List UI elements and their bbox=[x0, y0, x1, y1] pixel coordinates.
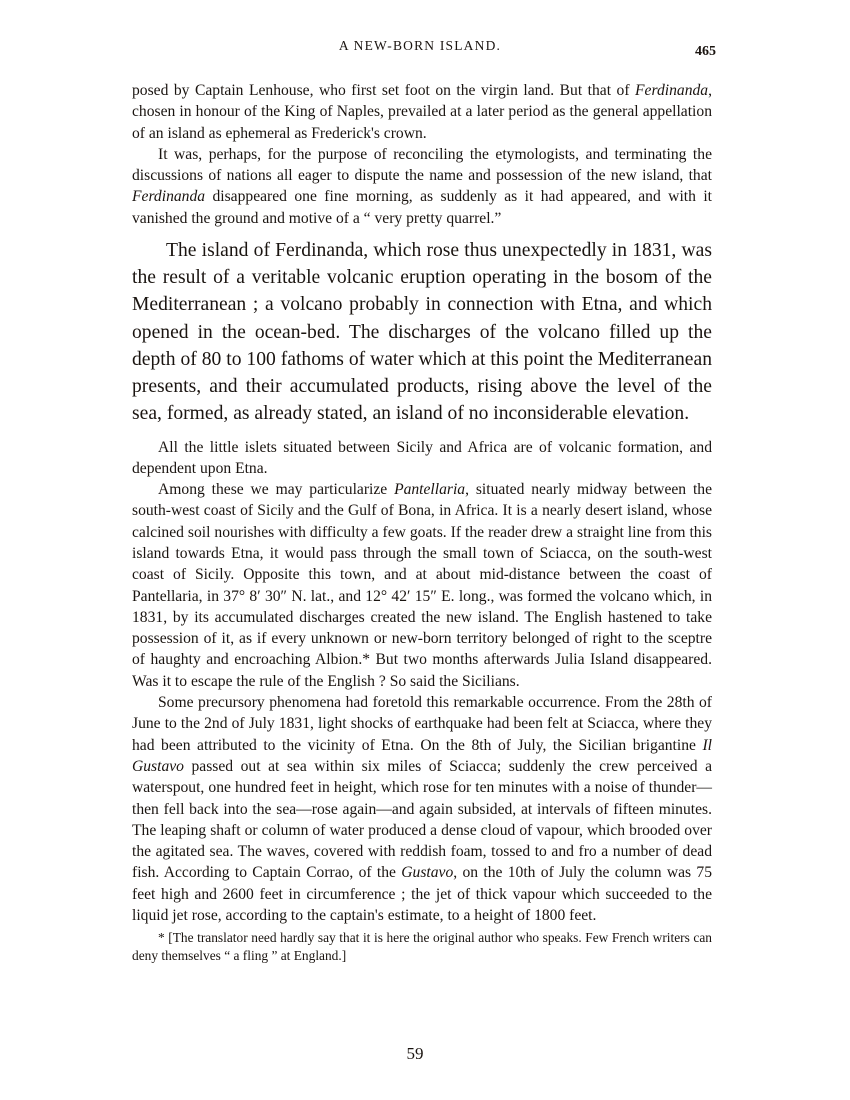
page-number: 465 bbox=[695, 44, 716, 59]
body-text bbox=[132, 80, 712, 965]
paragraph-3-large: The island of Ferdinanda, which rose thus unexpectedly in 1831, was the result of a veritable volcanic eruption operating in the bosom of the Mediterranean ; a volcano probably in connection with Etna, and which opened in the ocean-bed. The discharges of the volcano filled up the depth of 80 to 100 fathoms of water which at this point the Mediterranean presents, and their accumulated products, rising above the level of the sea, formed, as already stated, an island of no inconsiderable elevation. bbox=[132, 240, 712, 425]
footnote: * [The translator need hardly say that it is here the original author who speaks. Few French writers can deny themselves “ a fling ” at England.] bbox=[132, 930, 712, 964]
paragraph-6-italic-1: Il Gustavo bbox=[132, 736, 712, 775]
paragraph-2-text-b: disappeared one fine morning, as suddenly as it had appeared, and with it vanished the ground and motive of a “ very pretty quarrel.” bbox=[132, 188, 712, 227]
paragraph-5 bbox=[132, 479, 712, 692]
signature-mark: 59 bbox=[406, 1044, 424, 1063]
paragraph-5-text-a: Among these we may particularize bbox=[158, 481, 395, 499]
paragraph-2-italic: Ferdinanda bbox=[132, 188, 206, 206]
paragraph-6-text-c: , on the 10th of July the column was 75 feet high and 2600 feet in circumference ; the jet of thick vapour which succeeded to the liquid jet rose, according to the captain's estimate, to a height of 1800 feet. bbox=[132, 864, 712, 925]
paragraph-1-text-b: , chosen in honour of the King of Naples, prevailed at a later period as the general appellation of an island as ephemeral as Frederick's crown. bbox=[132, 82, 712, 142]
paragraph-6-text-a: Some precursory phenomena had foretold this remarkable occurrence. From the 28th of June to the 2nd of July 1831, light shocks of earthquake had been felt at Sciacca, where they had been attributed to the vicinity of Etna. On the 8th of July, the Sicilian brigantine bbox=[132, 694, 712, 754]
running-title: A NEW-BORN ISLAND. bbox=[338, 38, 502, 53]
paragraph-1-italic: Ferdinanda bbox=[635, 82, 709, 99]
paragraph-2 bbox=[132, 144, 712, 229]
paragraph-5-italic: Pantellaria bbox=[394, 481, 466, 499]
paragraph-2-text-a: It was, perhaps, for the purpose of reconciling the etymologists, and terminating the discussions of nations all eager to dispute the name and possession of the new island, that bbox=[132, 145, 712, 185]
paragraph-6-text-b: passed out at sea within six miles of Sciacca; suddenly the crew perceived a waterspout, one hundred feet in height, which rose for ten minutes with a noise of thunder—then fell back into the sea—rose again—and again subsided, at intervals of fifteen minutes. The leaping shaft or column of water produced a dense cloud of vapour, which brooded over the agitated sea. The waves, covered with reddish foam, tossed to and fro a number of dead fish. According to Captain Corrao, of the bbox=[132, 757, 712, 882]
paragraph-6 bbox=[132, 692, 712, 926]
paragraph-4: All the little islets situated between Sicily and Africa are of volcanic formation, and dependent upon Etna. bbox=[132, 438, 712, 477]
paragraph-1-text-a: posed by Captain Lenhouse, who first set foot on the virgin land. But that of bbox=[132, 82, 636, 99]
paragraph-5-text-b: , situated nearly midway between the south-west coast of Sicily and the Gulf of Bona, in Africa. It is a nearly desert island, whose calcined soil nourishes with difficulty a few goats. If the reader drew a straight line from this island towards Etna, it would pass through the small town of Sciacca, on the south-west coast of Sicily. Opposite this town, and at about mid-distance between the coast of Pantellaria, in 37° 8′ 30″ N. lat., and 12° 42′ 15″ E. long., was formed the volcano which, in 1831, by its accumulated discharges created the new island. The English hastened to take possession of it, as if every unknown or new-born territory belonged of right to the sceptre of haughty and encroaching Albion.* But two months afterwards Julia Island disappeared. Was it to escape the rule of the English ? So said the Sicilians. bbox=[132, 481, 712, 690]
paragraph-1 bbox=[132, 80, 712, 144]
paragraph-6-italic-2: Gustavo bbox=[401, 864, 454, 882]
